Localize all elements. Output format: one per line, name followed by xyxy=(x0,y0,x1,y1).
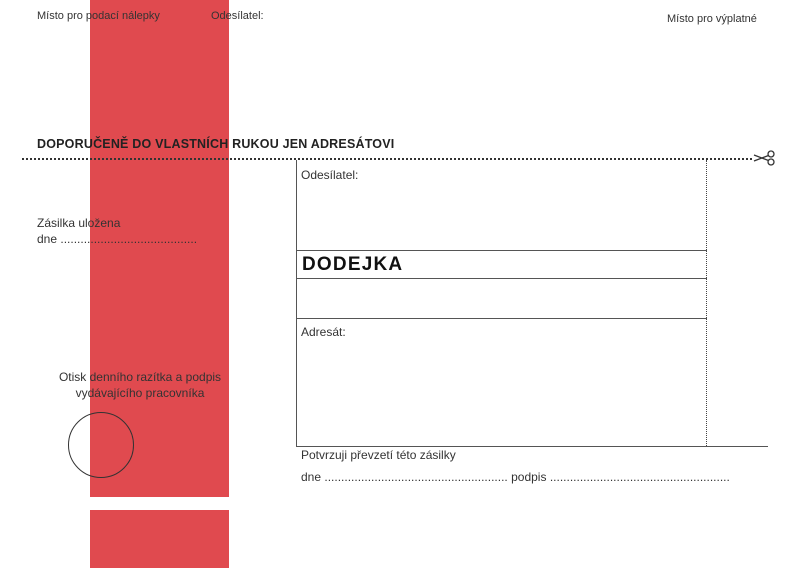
receipt-confirmation-text: Potvrzuji převzetí této zásilky xyxy=(301,448,456,462)
tear-off-line xyxy=(22,158,752,160)
form-right-perforation xyxy=(706,160,707,446)
form-divider-2 xyxy=(296,278,707,279)
date-label: dne xyxy=(301,470,322,484)
form-bottom-line xyxy=(296,446,768,447)
sender-area-label: Odesílatel: xyxy=(211,10,264,22)
date-dotted-line: ....................................................... xyxy=(324,470,508,484)
registered-mail-title: DOPORUČENĚ DO VLASTNÍCH RUKOU JEN ADRESÁTOVI xyxy=(37,137,395,151)
stamp-circle xyxy=(68,412,134,478)
sticker-area-label: Místo pro podací nálepky xyxy=(37,10,160,22)
stamp-instruction-1: Otisk denního razítka a podpis xyxy=(58,370,222,384)
signature-label: podpis xyxy=(511,470,547,484)
stored-date-line: dne ......................................... xyxy=(37,232,198,246)
date-field xyxy=(301,470,730,484)
form-left-border xyxy=(296,160,297,446)
red-strip-bottom xyxy=(90,510,229,568)
postage-area-label: Místo pro výplatné xyxy=(667,13,757,25)
signature-dotted-line: ...................................................... xyxy=(549,470,730,484)
stored-label: Zásilka uložena xyxy=(37,216,121,230)
scissors-icon xyxy=(752,150,776,166)
return-receipt-heading: DODEJKA xyxy=(302,254,404,275)
stamp-instruction-2: vydávajícího pracovníka xyxy=(75,386,205,400)
form-divider-1 xyxy=(296,250,707,251)
form-divider-3 xyxy=(296,318,707,319)
addressee-label: Adresát: xyxy=(301,325,346,339)
form-sender-label: Odesílatel: xyxy=(301,168,359,182)
